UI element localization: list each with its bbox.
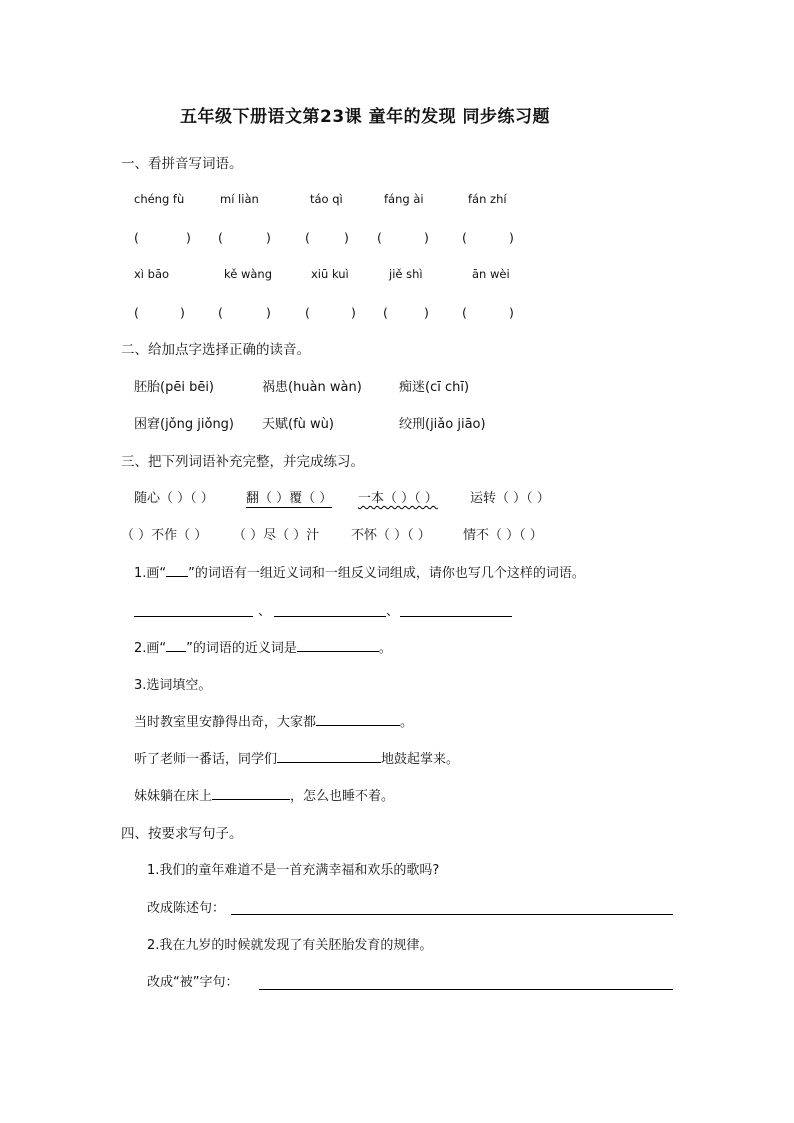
question-text: 。	[378, 641, 392, 656]
underline-mark	[166, 651, 186, 652]
page-title: 五年级下册语文第23课 童年的发现 同步练习题	[180, 107, 550, 127]
answer-paren-open: (	[305, 230, 310, 245]
question-text: 1.画“	[134, 566, 167, 581]
idiom-fill: 运转（ ）（ ）	[470, 491, 550, 506]
pinyin-2-5: ān wèi	[472, 267, 510, 281]
fill-sentence-3	[134, 789, 394, 805]
answer-paren-close: )	[266, 305, 271, 320]
pinyin-1-1: chéng fù	[134, 192, 185, 206]
question-text: ”的词语的近义词是	[186, 641, 297, 656]
pinyin-2-2: kě wàng	[224, 267, 273, 281]
idiom-text: 翻（ ）覆（ ）	[246, 491, 333, 506]
separator: 、	[258, 604, 272, 619]
pinyin-2-3: xiū kuì	[311, 267, 349, 281]
idiom-fill: 情不（ ）（ ）	[463, 528, 543, 543]
idiom-fill: 随心（ ）（ ）	[134, 491, 214, 506]
idiom-fill: 不怀（ ）（ ）	[351, 528, 431, 543]
answer-paren-open: (	[134, 230, 139, 245]
pinyin-1-4: fáng ài	[384, 192, 424, 206]
fill-sentence-1	[134, 715, 413, 731]
sentence-text: 当时教室里安静得出奇，大家都	[134, 715, 317, 730]
answer-line[interactable]	[259, 989, 673, 990]
answer-line[interactable]	[212, 799, 290, 800]
pinyin-1-2: mí liàn	[220, 192, 259, 206]
section-2-heading: 二、给加点字选择正确的读音。	[121, 342, 310, 358]
separator: 、	[386, 604, 400, 619]
answer-paren-close: )	[344, 230, 349, 245]
sentence-text: 地鼓起掌来。	[381, 752, 460, 767]
idiom-fill-underlined	[246, 491, 332, 507]
pinyin-2-4: jiě shì	[389, 267, 423, 281]
answer-line[interactable]	[400, 616, 512, 617]
pinyin-2-1: xì bāo	[134, 267, 170, 281]
section-4-heading: 四、按要求写句子。	[121, 826, 243, 842]
answer-paren-close: )	[509, 230, 514, 245]
question-text: ”的词语有一组近义词和一组反义词组成，请你也写几个这样的词语。	[188, 566, 585, 581]
answer-paren-open: (	[383, 305, 388, 320]
answer-line[interactable]	[277, 762, 381, 763]
question-3-1	[134, 566, 585, 582]
sentence-text: 妹妹躺在床上	[134, 789, 213, 804]
idiom-fill: （ ）不作（ ）	[121, 528, 208, 543]
pronunciation-choice: 痴迷(cī chī)	[399, 380, 470, 395]
idiom-fill-wavy	[358, 491, 438, 507]
answer-line[interactable]	[297, 651, 379, 652]
pronunciation-choice: 天赋(fù wù)	[262, 417, 334, 432]
answer-paren-close: )	[351, 305, 356, 320]
fill-sentence-2	[134, 752, 459, 768]
section-1-heading: 一、看拼音写词语。	[121, 156, 243, 172]
answer-line[interactable]	[231, 914, 673, 915]
answer-paren-open: (	[134, 305, 139, 320]
question-3-2	[134, 641, 392, 657]
answer-paren-close: )	[424, 305, 429, 320]
sentence-text: 听了老师一番话，同学们	[134, 752, 278, 767]
answer-paren-open: (	[462, 230, 467, 245]
underline-mark	[166, 576, 188, 577]
pronunciation-choice: 祸患(huàn wàn)	[262, 380, 362, 395]
answer-paren-open: (	[305, 305, 310, 320]
question-text: 2.画“	[134, 641, 167, 656]
answer-paren-close: )	[509, 305, 514, 320]
pinyin-1-3: táo qì	[310, 192, 343, 206]
answer-paren-close: )	[180, 305, 185, 320]
answer-paren-close: )	[186, 230, 191, 245]
answer-line[interactable]	[316, 725, 400, 726]
answer-paren-open: (	[218, 305, 223, 320]
sentence-text: 。	[400, 715, 414, 730]
answer-line[interactable]	[274, 616, 386, 617]
answer-paren-close: )	[424, 230, 429, 245]
question-3-3: 3.选词填空。	[134, 678, 212, 693]
pronunciation-choice: 胚胎(pēi bēi)	[134, 380, 214, 395]
answer-label-2: 改成“被”字句：	[147, 975, 239, 990]
sentence-text: ，怎么也睡不着。	[290, 789, 395, 804]
answer-paren-close: )	[266, 230, 271, 245]
section-3-heading: 三、把下列词语补充完整，并完成练习。	[121, 454, 364, 470]
question-4-2: 2.我在九岁的时候就发现了有关胚胎发育的规律。	[147, 938, 433, 953]
answer-paren-open: (	[377, 230, 382, 245]
idiom-text: 一本（ ）（ ）	[358, 491, 438, 506]
answer-line[interactable]	[134, 616, 253, 617]
pronunciation-choice: 困窘(jǒng jiǒng)	[134, 417, 235, 432]
idiom-fill: （ ）尽（ ）汁	[233, 528, 320, 543]
answer-paren-open: (	[462, 305, 467, 320]
question-4-1: 1.我们的童年难道不是一首充满幸福和欢乐的歌吗?	[147, 863, 440, 878]
answer-label-1: 改成陈述句：	[147, 901, 226, 916]
answer-paren-open: (	[218, 230, 223, 245]
pronunciation-choice: 绞刑(jiǎo jiāo)	[399, 417, 486, 432]
pinyin-1-5: fán zhí	[468, 192, 507, 206]
